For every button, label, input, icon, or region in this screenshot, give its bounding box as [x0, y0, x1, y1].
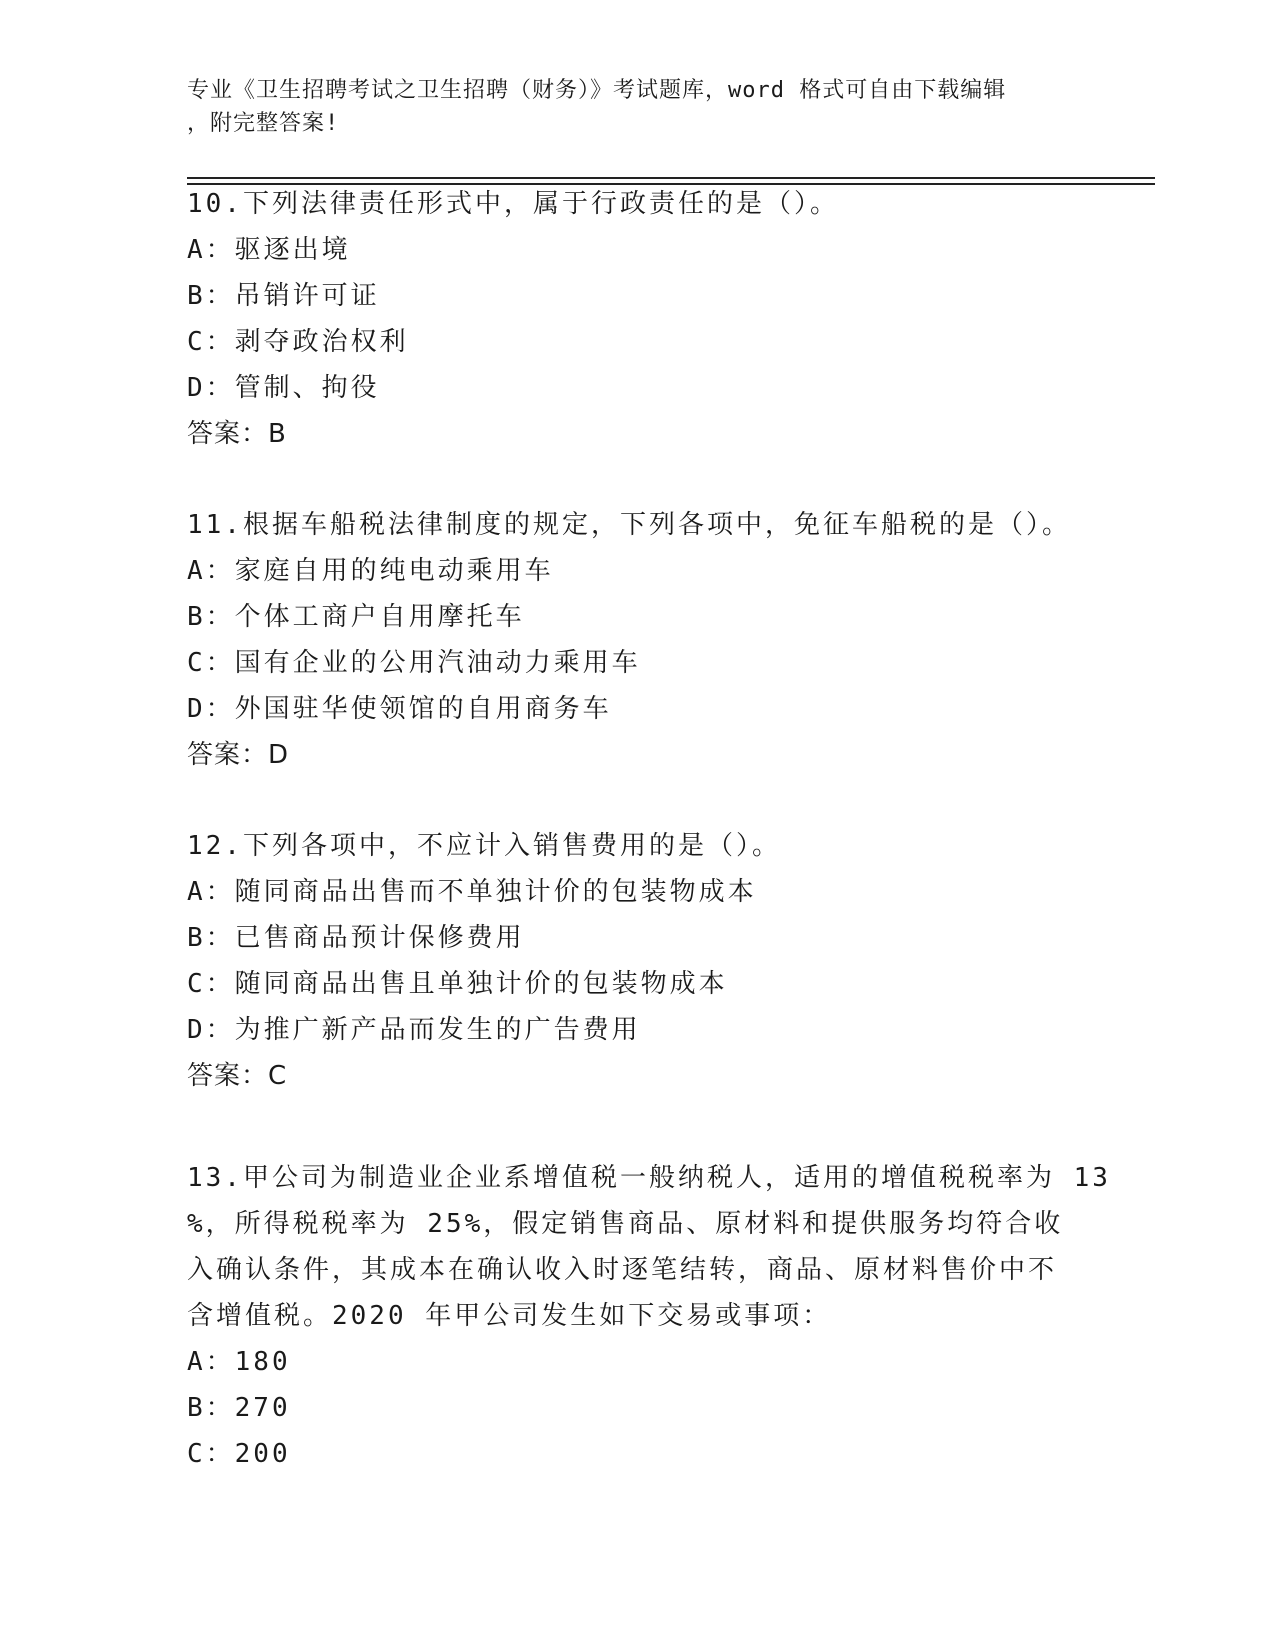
answer: 答案：D: [187, 740, 290, 770]
option-a: A：家庭自用的纯电动乘用车: [187, 556, 554, 586]
option-d: D：外国驻华使领馆的自用商务车: [187, 694, 612, 724]
header-divider-top: [187, 177, 1155, 179]
option-c: C：200: [187, 1439, 291, 1469]
option-b: B：个体工商户自用摩托车: [187, 602, 525, 632]
option-c: C：随同商品出售且单独计价的包装物成本: [187, 969, 728, 999]
question-stem-line: %，所得税税率为 25%，假定销售商品、原材料和提供服务均符合收: [187, 1209, 1064, 1239]
question-stem: 12.下列各项中，不应计入销售费用的是（）。: [187, 831, 781, 861]
question-stem-line: 入确认条件，其成本在确认收入时逐笔结转，商品、原材料售价中不: [187, 1255, 1058, 1285]
option-c: C：国有企业的公用汽油动力乘用车: [187, 648, 641, 678]
question-12: [187, 823, 1087, 1099]
option-d: D：为推广新产品而发生的广告费用: [187, 1015, 641, 1045]
question-10: [187, 181, 1087, 457]
question-13: [187, 1155, 1111, 1477]
option-a: A：随同商品出售而不单独计价的包装物成本: [187, 877, 757, 907]
option-a: A：驱逐出境: [187, 235, 351, 265]
option-b: B：已售商品预计保修费用: [187, 923, 525, 953]
question-stem: 11.根据车船税法律制度的规定，下列各项中，免征车船税的是（）。: [187, 510, 1071, 540]
option-c: C：剥夺政治权利: [187, 327, 409, 357]
header-line-1: 专业《卫生招聘考试之卫生招聘（财务）》考试题库，word 格式可自由下载编辑: [187, 78, 1007, 103]
question-stem: 10.下列法律责任形式中，属于行政责任的是（）。: [187, 189, 839, 219]
question-11: [187, 502, 1087, 778]
option-a: A：180: [187, 1347, 291, 1377]
option-b: B：吊销许可证: [187, 281, 380, 311]
answer: 答案：B: [187, 419, 287, 449]
document-header: [187, 74, 1067, 140]
option-d: D：管制、拘役: [187, 373, 380, 403]
question-stem-line: 13.甲公司为制造业企业系增值税一般纳税人，适用的增值税税率为 13: [187, 1163, 1111, 1193]
header-line-2: ，附完整答案!: [187, 111, 340, 136]
answer: 答案：C: [187, 1061, 288, 1091]
option-b: B：270: [187, 1393, 291, 1423]
question-stem-line: 含增值税。2020 年甲公司发生如下交易或事项：: [187, 1301, 832, 1331]
